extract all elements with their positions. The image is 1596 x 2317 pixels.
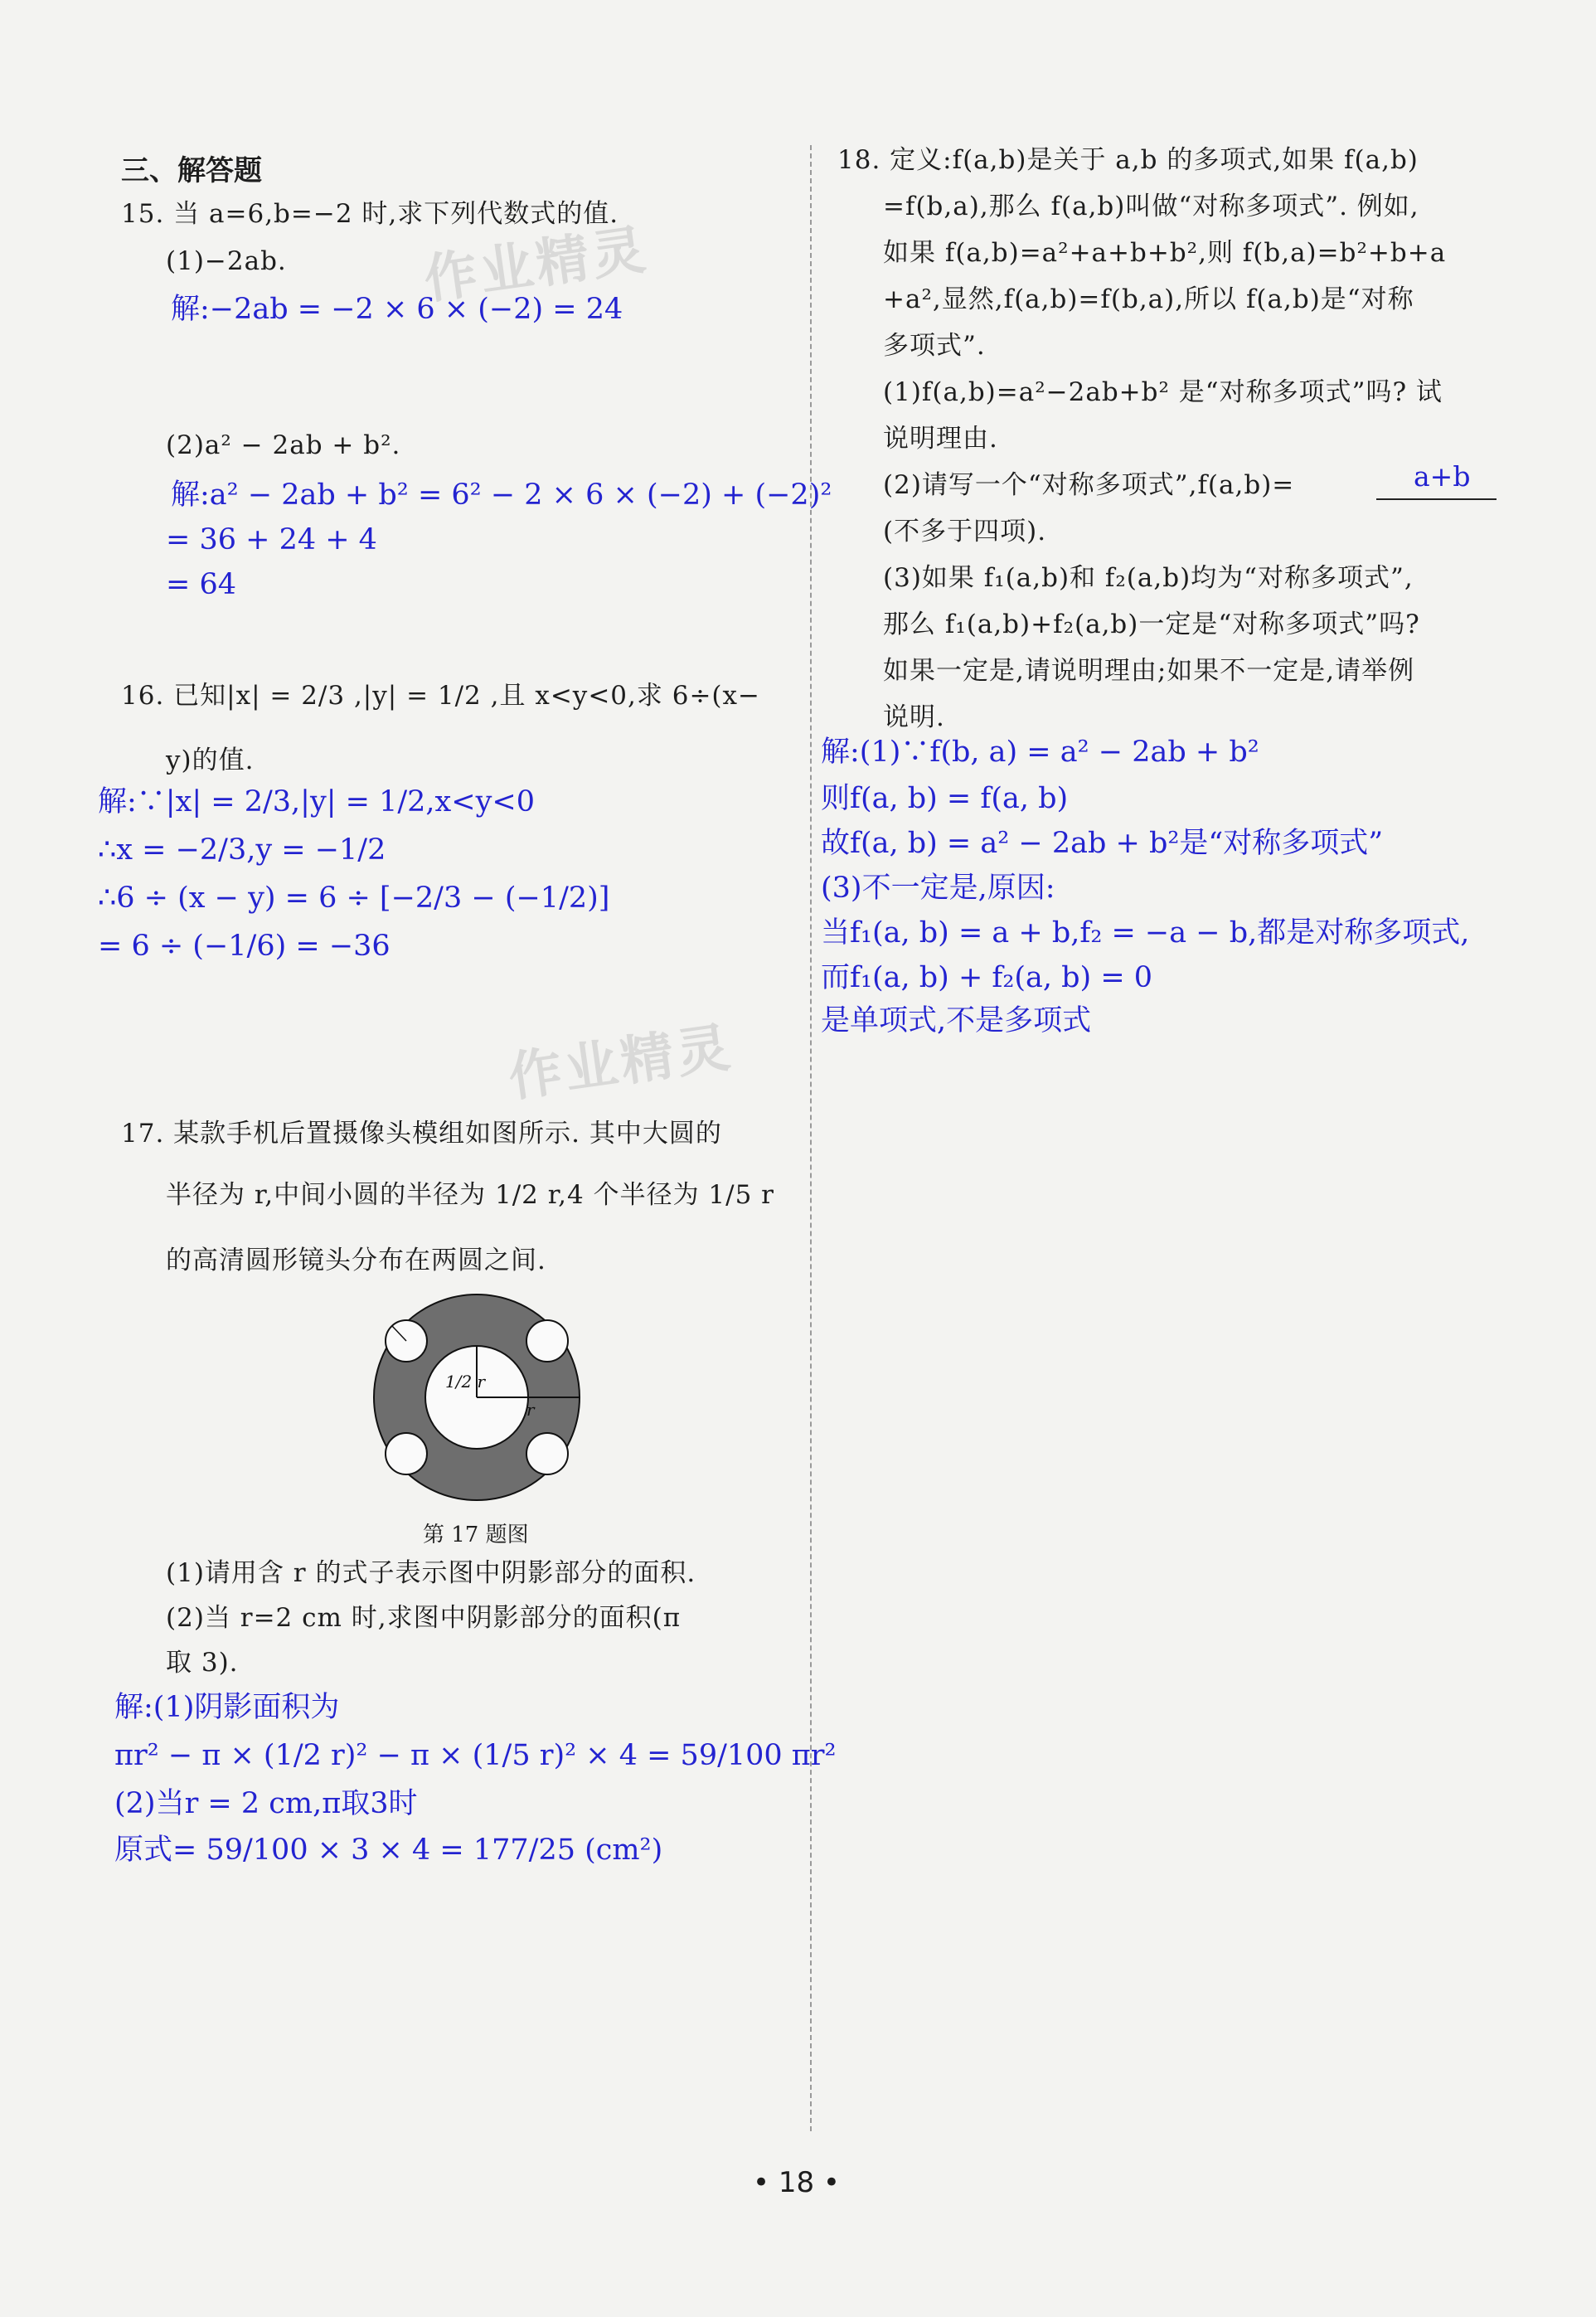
q18-line6: (1)f(a,b)=a²−2ab+b² 是“对称多项式”吗? 试 xyxy=(883,377,1443,407)
q16-answer-line2: ∴x = −2/3,y = −1/2 xyxy=(98,833,386,867)
inner-radius-label: 1/2 r xyxy=(445,1372,486,1392)
q18-blank-answer: a+b xyxy=(1414,460,1471,493)
q18-answer-line4: (3)不一定是,原因: xyxy=(821,872,1055,905)
q18-line8: (2)请写一个“对称多项式”,f(a,b)= xyxy=(883,470,1295,500)
q18-answer-line6: 而f₁(a, b) + f₂(a, b) = 0 xyxy=(821,961,1153,994)
q18-line11: 那么 f₁(a,b)+f₂(a,b)一定是“对称多项式”吗? xyxy=(883,610,1420,639)
column-divider xyxy=(810,145,812,2131)
q18-line13: 说明. xyxy=(883,702,945,732)
q18-line9: (不多于四项). xyxy=(883,517,1047,546)
q17-stem-line1: 17. 某款手机后置摄像头模组如图所示. 其中大圆的 xyxy=(121,1119,722,1149)
q17-part2-line2: 取 3). xyxy=(166,1648,239,1678)
q16-stem-line2: y)的值. xyxy=(166,746,255,775)
q18-answer-line1: 解:(1)∵f(b, a) = a² − 2ab + b² xyxy=(821,736,1259,769)
q18-line2: =f(b,a),那么 f(a,b)叫做“对称多项式”. 例如, xyxy=(883,192,1419,221)
q18-line5: 多项式”. xyxy=(883,331,986,361)
lens-bottom-right xyxy=(526,1433,568,1474)
q18-line10: (3)如果 f₁(a,b)和 f₂(a,b)均为“对称多项式”, xyxy=(883,563,1414,593)
q17-answer-line3: (2)当r = 2 cm,π取3时 xyxy=(114,1787,418,1820)
q18-line3: 如果 f(a,b)=a²+a+b+b²,则 f(b,a)=b²+b+a xyxy=(883,238,1447,268)
q18-line12: 如果一定是,请说明理由;如果不一定是,请举例 xyxy=(883,656,1415,686)
q16-answer-line1: 解:∵|x| = 2/3,|y| = 1/2,x<y<0 xyxy=(98,785,535,818)
watermark: 作业精灵 xyxy=(420,219,652,312)
q18-answer-line3: 故f(a, b) = a² − 2ab + b²是“对称多项式” xyxy=(821,827,1384,860)
q17-answer-line4: 原式= 59/100 × 3 × 4 = 177/25 (cm²) xyxy=(114,1834,663,1867)
q17-part1: (1)请用含 r 的式子表示图中阴影部分的面积. xyxy=(166,1558,696,1588)
outer-radius-label: r xyxy=(526,1400,535,1420)
answer-blank-line xyxy=(1376,498,1497,500)
q16-answer-line4: = 6 ÷ (−1/6) = −36 xyxy=(98,930,391,963)
q18-line7: 说明理由. xyxy=(883,424,998,454)
q17-answer-line1: 解:(1)阴影面积为 xyxy=(114,1691,340,1724)
q18-answer-line2: 则f(a, b) = f(a, b) xyxy=(821,782,1069,815)
q15-part1: (1)−2ab. xyxy=(166,246,287,276)
lens-top-right xyxy=(526,1320,568,1362)
q15-answer2-line2: = 36 + 24 + 4 xyxy=(166,523,377,556)
camera-module-figure xyxy=(369,1290,585,1505)
q15-stem: 15. 当 a=6,b=−2 时,求下列代数式的值. xyxy=(121,199,619,229)
q17-stem-line2: 半径为 r,中间小圆的半径为 1/2 r,4 个半径为 1/5 r xyxy=(166,1180,774,1210)
q18-line4: +a²,显然,f(a,b)=f(b,a),所以 f(a,b)是“对称 xyxy=(883,284,1414,314)
q18-line1: 18. 定义:f(a,b)是关于 a,b 的多项式,如果 f(a,b) xyxy=(837,145,1419,175)
watermark: 作业精灵 xyxy=(505,1017,737,1110)
figure-caption: 第 17 题图 xyxy=(423,1523,529,1547)
q17-answer-line2: πr² − π × (1/2 r)² − π × (1/5 r)² × 4 = 59/100 πr² xyxy=(114,1739,837,1772)
lens-bottom-left xyxy=(386,1433,427,1474)
q15-answer2-line3: = 64 xyxy=(166,568,236,601)
q16-answer-line3: ∴6 ÷ (x − y) = 6 ÷ [−2/3 − (−1/2)] xyxy=(98,882,610,915)
q17-stem-line3: 的高清圆形镜头分布在两圆之间. xyxy=(166,1246,546,1275)
q16-stem-line1: 16. 已知|x| = 2/3 ,|y| = 1/2 ,且 x<y<0,求 6÷(x− xyxy=(121,681,760,711)
page-number: • 18 • xyxy=(753,2166,840,2199)
q17-part2-line1: (2)当 r=2 cm 时,求图中阴影部分的面积(π xyxy=(166,1603,682,1633)
q18-answer-line7: 是单项式,不是多项式 xyxy=(821,1004,1092,1037)
q15-part2: (2)a² − 2ab + b². xyxy=(166,430,401,460)
q15-answer1: 解:−2ab = −2 × 6 × (−2) = 24 xyxy=(171,293,623,326)
q18-answer-line5: 当f₁(a, b) = a + b,f₂ = −a − b,都是对称多项式, xyxy=(821,916,1470,950)
q15-answer2-line1: 解:a² − 2ab + b² = 6² − 2 × 6 × (−2) + (−2)² xyxy=(171,478,832,512)
section-title: 三、解答题 xyxy=(121,154,262,187)
